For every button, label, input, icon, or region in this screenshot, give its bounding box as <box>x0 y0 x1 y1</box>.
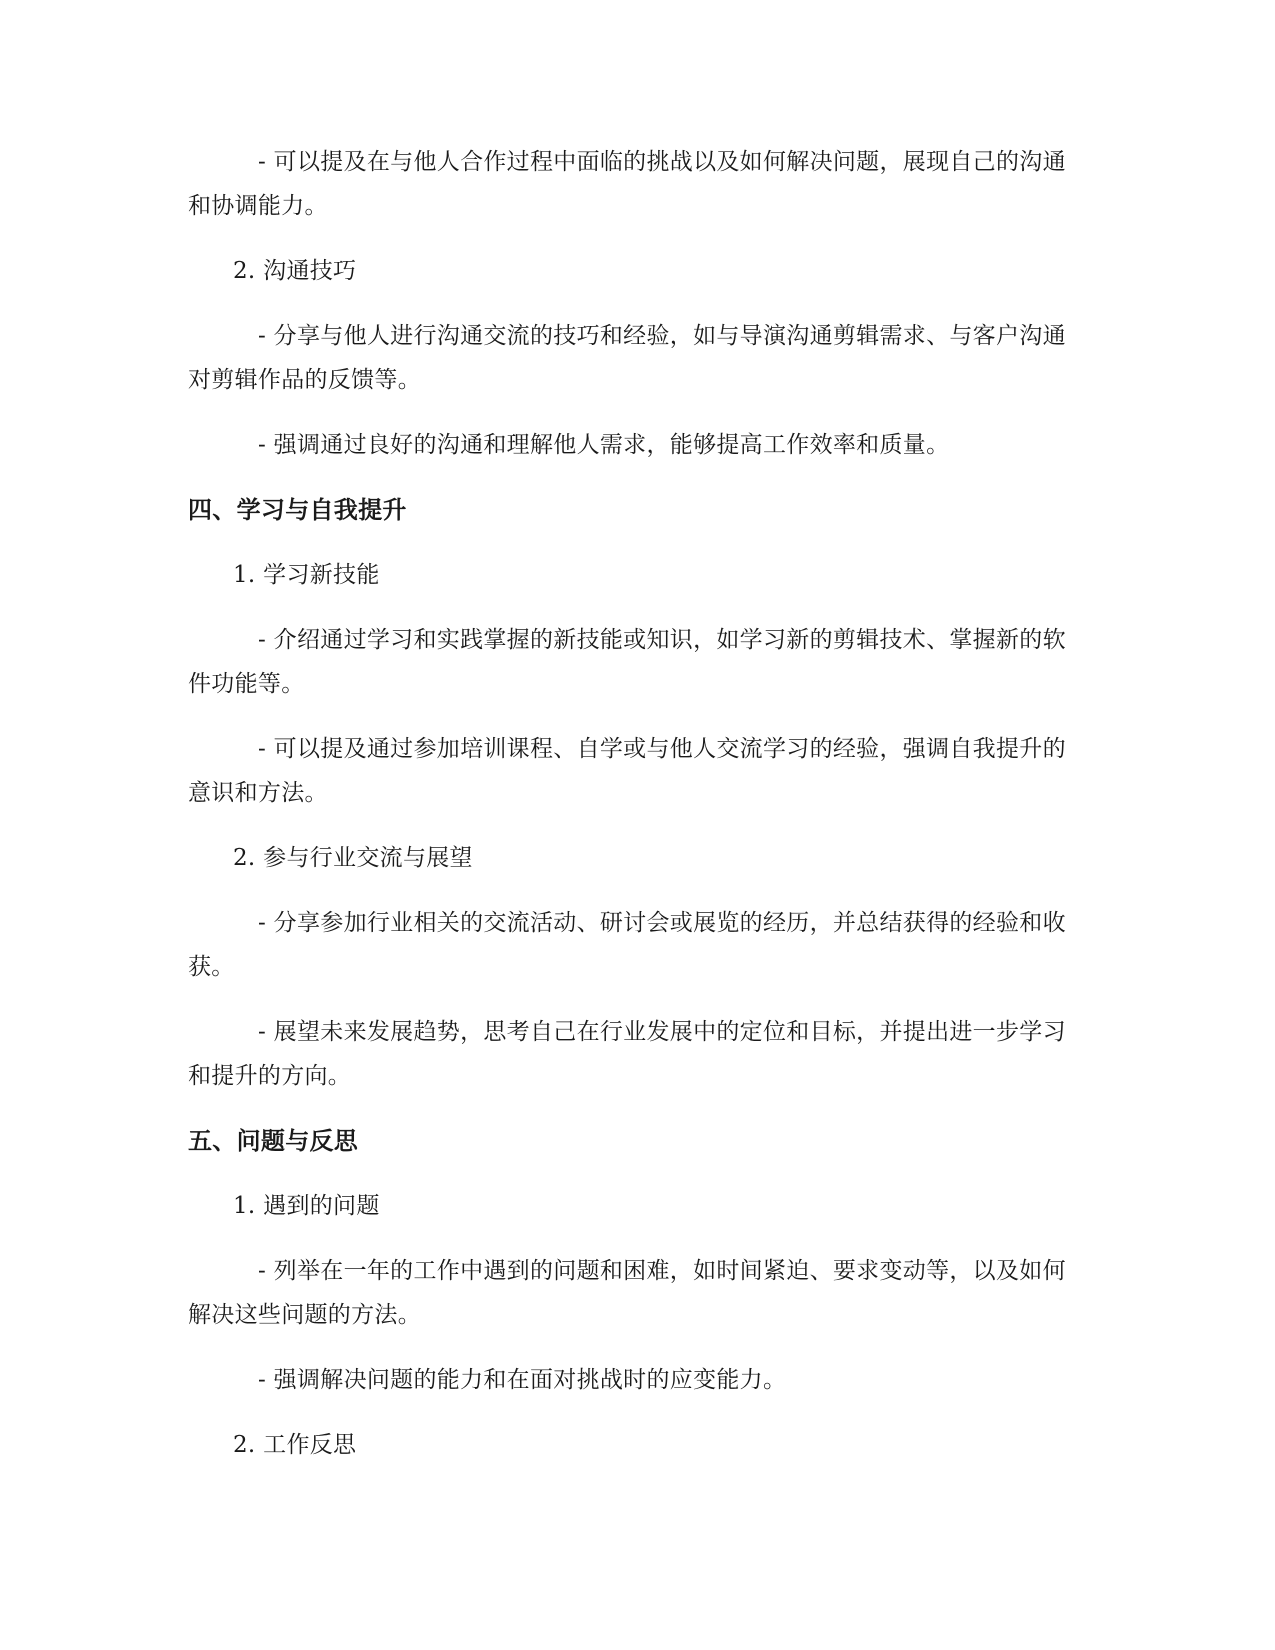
paragraph-industry-events: - 分享参加行业相关的交流活动、研讨会或展览的经历，并总结获得的经验和收获。 <box>188 910 1066 980</box>
paragraph-self-improvement: - 可以提及通过参加培训课程、自学或与他人交流学习的经验，强调自我提升的意识和方法。 <box>188 736 1066 806</box>
subheading-new-skills: 1. 学习新技能 <box>233 562 380 588</box>
subheading-work-reflection: 2. 工作反思 <box>233 1432 357 1458</box>
paragraph-new-skills: - 介绍通过学习和实践掌握的新技能或知识，如学习新的剪辑技术、掌握新的软件功能等。 <box>188 627 1066 697</box>
paragraph-future-outlook: - 展望未来发展趋势，思考自己在行业发展中的定位和目标，并提出进一步学习和提升的方向。 <box>188 1019 1066 1089</box>
paragraph-communication-efficiency: - 强调通过良好的沟通和理解他人需求，能够提高工作效率和质量。 <box>258 432 950 458</box>
section-heading-learning: 四、学习与自我提升 <box>188 496 407 524</box>
paragraph-problem-solving: - 强调解决问题的能力和在面对挑战时的应变能力。 <box>258 1367 787 1393</box>
document-body <box>188 140 1073 1488</box>
paragraph-collaboration-challenges: - 可以提及在与他人合作过程中面临的挑战以及如何解决问题，展现自己的沟通和协调能力。 <box>188 149 1066 219</box>
subheading-communication-skills: 2. 沟通技巧 <box>233 258 357 284</box>
paragraph-communication-experience: - 分享与他人进行沟通交流的技巧和经验，如与导演沟通剪辑需求、与客户沟通对剪辑作品的反馈等。 <box>188 323 1066 393</box>
section-heading-problems: 五、问题与反思 <box>188 1127 359 1155</box>
subheading-problems-encountered: 1. 遇到的问题 <box>233 1193 380 1219</box>
paragraph-problems-list: - 列举在一年的工作中遇到的问题和困难，如时间紧迫、要求变动等，以及如何解决这些问题的方法。 <box>188 1258 1066 1328</box>
subheading-industry-exchange: 2. 参与行业交流与展望 <box>233 845 473 871</box>
